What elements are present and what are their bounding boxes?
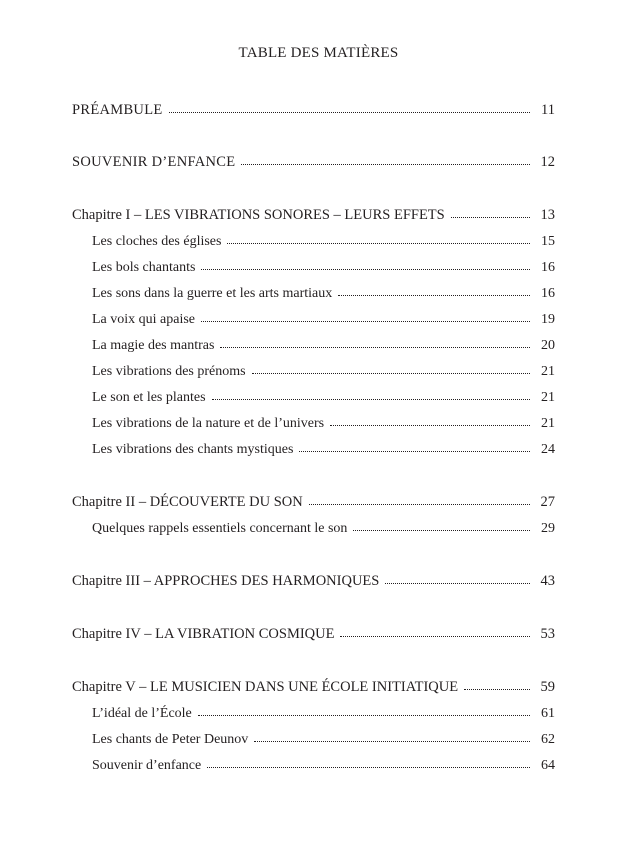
dot-leader [212, 385, 530, 400]
toc-entry [72, 99, 555, 119]
toc-subentry-label: Les chants de Peter Deunov [92, 732, 249, 747]
dot-leader [338, 281, 530, 296]
toc-subentry [92, 230, 555, 251]
toc-subentry-label: L’idéal de l’École [92, 706, 192, 721]
toc-subentry-label: Les cloches des églises [92, 234, 222, 249]
toc-entry [72, 676, 555, 696]
toc-entry-page: 12 [540, 154, 555, 170]
toc-subentry [92, 308, 555, 329]
toc-entry-label: Chapitre III – APPROCHES DES HARMONIQUES [72, 573, 380, 589]
toc-entry-page: 53 [540, 626, 555, 642]
toc-entry [72, 623, 555, 643]
toc-subentry-page: 21 [541, 390, 555, 405]
toc-subentry-page: 20 [541, 338, 555, 353]
dot-leader [252, 359, 530, 374]
toc-subentry-page: 16 [541, 260, 555, 275]
toc-subentry-page: 21 [541, 416, 555, 431]
toc-subentry-page: 62 [541, 732, 555, 747]
toc-entry-page: 59 [540, 679, 555, 695]
dot-leader [464, 675, 530, 690]
toc-entry-label: SOUVENIR D’ENFANCE [72, 154, 236, 170]
toc-subentry-page: 29 [541, 521, 555, 536]
toc-subentry-label: Quelques rappels essentiels concernant le son [92, 521, 348, 536]
toc-entry [72, 204, 555, 224]
toc-subentry-label: Les vibrations de la nature et de l’univers [92, 416, 325, 431]
dot-leader [207, 753, 530, 768]
toc-entry-page: 27 [540, 494, 555, 510]
toc-subentry [92, 412, 555, 433]
dot-leader [241, 150, 530, 165]
toc-subentry-label: La magie des mantras [92, 338, 215, 353]
toc-subentry-page: 16 [541, 286, 555, 301]
toc-entry-label: Chapitre IV – LA VIBRATION COSMIQUE [72, 626, 335, 642]
toc-subentry-page: 19 [541, 312, 555, 327]
toc-subentry-label: Les bols chantants [92, 260, 196, 275]
dot-leader [169, 98, 530, 113]
toc-entry [72, 491, 555, 511]
toc-entry [72, 570, 555, 590]
toc-subentry-label: La voix qui apaise [92, 312, 196, 327]
toc-subentry-label: Le son et les plantes [92, 390, 206, 405]
toc-subentry-label: Les vibrations des prénoms [92, 364, 246, 379]
dot-leader [353, 516, 530, 531]
dot-leader [201, 255, 530, 270]
toc-entry-page: 13 [540, 207, 555, 223]
toc-entry-page: 43 [540, 573, 555, 589]
dot-leader [198, 701, 530, 716]
toc-subentry-label: Les vibrations des chants mystiques [92, 442, 294, 457]
toc-subentry [92, 702, 555, 723]
dot-leader [254, 727, 530, 742]
toc-title: TABLE DES MATIÈRES [238, 45, 399, 61]
dot-leader [340, 622, 530, 637]
toc-entry-label: Chapitre I – LES VIBRATIONS SONORES – LEURS EFFETS [72, 207, 445, 223]
toc-subentry-page: 61 [541, 706, 555, 721]
toc-subentry [92, 282, 555, 303]
toc-subentry [92, 517, 555, 538]
toc-subentry [92, 334, 555, 355]
dot-leader [220, 333, 530, 348]
toc-subentry [92, 754, 555, 775]
dot-leader [309, 490, 530, 505]
toc-entry-label: Chapitre V – LE MUSICIEN DANS UNE ÉCOLE INITIATIQUE [72, 679, 459, 695]
toc-subentry [92, 728, 555, 749]
toc-subentry-page: 24 [541, 442, 555, 457]
toc-entry-page: 11 [541, 102, 555, 118]
toc-subentry [92, 386, 555, 407]
toc-subentry-label: Les sons dans la guerre et les arts martiaux [92, 286, 333, 301]
toc-subentry-page: 15 [541, 234, 555, 249]
toc-subentry [92, 438, 555, 459]
toc-subentry [92, 256, 555, 277]
dot-leader [385, 569, 530, 584]
toc-entry [72, 151, 555, 171]
toc-subentry-page: 64 [541, 758, 555, 773]
toc-entry-label: Chapitre II – DÉCOUVERTE DU SON [72, 494, 303, 510]
toc-entry-label: PRÉAMBULE [72, 102, 163, 118]
toc-subentry-label: Souvenir d’enfance [92, 758, 202, 773]
dot-leader [451, 203, 530, 218]
toc-subentry-page: 21 [541, 364, 555, 379]
dot-leader [299, 437, 530, 452]
dot-leader [227, 229, 530, 244]
dot-leader [330, 411, 530, 426]
toc-subentry [92, 360, 555, 381]
dot-leader [201, 307, 530, 322]
